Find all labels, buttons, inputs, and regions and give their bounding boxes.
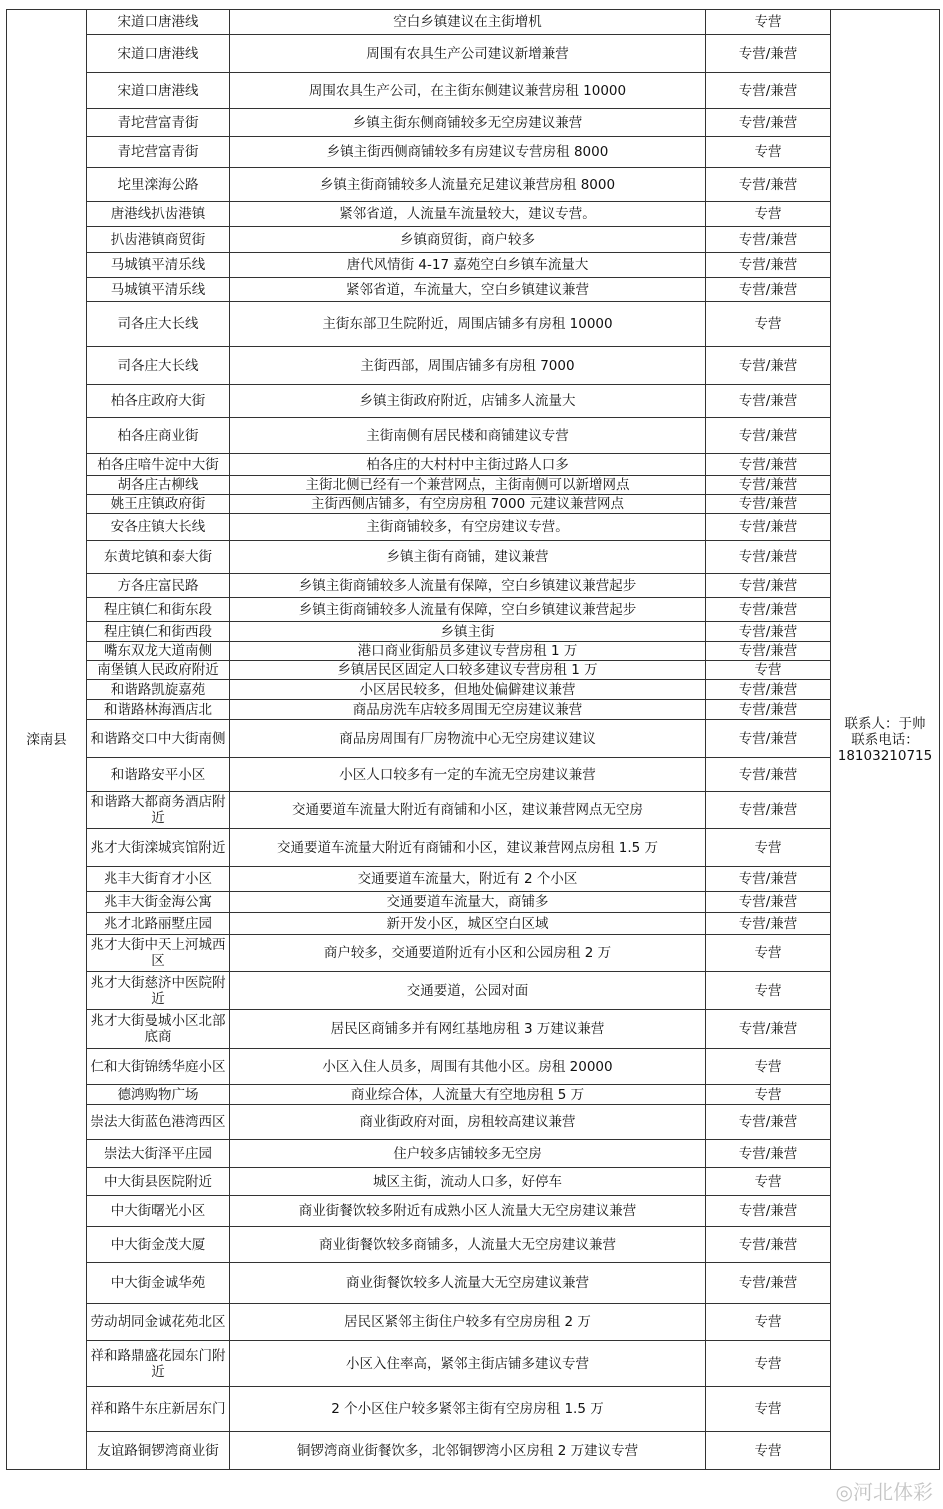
table-row [7,680,940,700]
location-cell: 和谐路凯旋嘉苑 [87,680,230,700]
location-cell: 青坨营富青街 [87,109,230,137]
location-cell: 方各庄富民路 [87,574,230,598]
table-row [7,514,940,541]
type-cell: 专营 [706,1168,831,1196]
location-cell: 兆才北路丽墅庄园 [87,913,230,935]
note-cell: 商业街餐饮较多人流量大无空房建议兼营 [230,1263,706,1304]
location-cell: 祥和路鼎盛花园东门附近 [87,1341,230,1387]
table-row [7,574,940,598]
type-cell: 专营 [706,661,831,680]
note-cell: 小区居民较多，但地处偏僻建议兼营 [230,680,706,700]
type-cell: 专营/兼营 [706,867,831,892]
note-cell: 紧邻省道，人流量车流量较大，建议专营。 [230,202,706,227]
type-cell: 专营 [706,10,831,35]
note-cell: 乡镇主街西侧商铺较多有房建议专营房租 8000 [230,137,706,168]
type-cell: 专营/兼营 [706,700,831,720]
note-cell: 交通要道，公园对面 [230,972,706,1010]
location-cell: 中大街县医院附近 [87,1168,230,1196]
location-cell: 嘴东双龙大道南侧 [87,642,230,661]
location-cell: 柏各庄喑牛淀中大街 [87,454,230,476]
location-cell: 和谐路大都商务酒店附近 [87,792,230,829]
type-cell: 专营/兼营 [706,1227,831,1263]
table-row [7,1387,940,1432]
table-row [7,972,940,1010]
type-cell: 专营 [706,972,831,1010]
table-row [7,495,940,514]
table-row [7,137,940,168]
type-cell: 专营/兼营 [706,73,831,109]
contact-cell [831,10,940,1470]
table-row [7,892,940,913]
type-cell: 专营/兼营 [706,642,831,661]
note-cell: 商品房周围有厂房物流中心无空房建议建议 [230,720,706,758]
table-row [7,1341,940,1387]
table-row [7,385,940,418]
location-cell: 马城镇平清乐线 [87,278,230,302]
table-row [7,1432,940,1470]
type-cell: 专营 [706,935,831,972]
county-cell: 滦南县 [7,10,87,1470]
type-cell: 专营/兼营 [706,347,831,385]
table-row [7,454,940,476]
note-cell: 小区入住人员多，周围有其他小区。房租 20000 [230,1049,706,1085]
note-cell: 唐代风情街 4-17 嘉苑空白乡镇车流量大 [230,253,706,278]
note-cell: 主街西侧店铺多，有空房房租 7000 元建议兼营网点 [230,495,706,514]
type-cell: 专营/兼营 [706,913,831,935]
table-row [7,642,940,661]
location-cell: 兆丰大街育才小区 [87,867,230,892]
type-cell: 专营 [706,1432,831,1470]
note-cell: 主街商铺较多，有空房建议专营。 [230,514,706,541]
table-row [7,10,940,35]
table-row [7,418,940,454]
note-cell: 乡镇居民区固定人口较多建议专营房租 1 万 [230,661,706,680]
table-row [7,700,940,720]
type-cell: 专营/兼营 [706,109,831,137]
table-row [7,661,940,680]
location-cell: 安各庄镇大长线 [87,514,230,541]
note-cell: 住户较多店铺较多无空房 [230,1140,706,1168]
location-cell: 和谐路交口中大街南侧 [87,720,230,758]
location-cell: 司各庄大长线 [87,347,230,385]
note-cell: 乡镇主街有商铺，建议兼营 [230,541,706,574]
table-row [7,109,940,137]
type-cell: 专营 [706,1049,831,1085]
location-cell: 柏各庄商业街 [87,418,230,454]
location-cell: 宋道口唐港线 [87,35,230,73]
type-cell: 专营/兼营 [706,680,831,700]
note-cell: 交通要道车流量大附近有商铺和小区，建议兼营网点无空房 [230,792,706,829]
table-row [7,1140,940,1168]
contact-person: 联系人：于帅 [844,715,926,732]
location-cell: 青坨营富青街 [87,137,230,168]
location-cell: 崇法大街蓝色港湾西区 [87,1105,230,1140]
table-row [7,202,940,227]
table-row [7,253,940,278]
location-cell: 友谊路铜锣湾商业街 [87,1432,230,1470]
note-cell: 商业街餐饮较多附近有成熟小区人流量大无空房建议兼营 [230,1196,706,1227]
site-table [6,9,940,1470]
note-cell: 主街东部卫生院附近，周围店铺多有房租 10000 [230,302,706,347]
note-cell: 乡镇主街商铺较多人流量有保障，空白乡镇建议兼营起步 [230,574,706,598]
note-cell: 乡镇商贸街，商户较多 [230,227,706,253]
location-cell: 祥和路牛东庄新居东门 [87,1387,230,1432]
location-cell: 马城镇平清乐线 [87,253,230,278]
location-cell: 司各庄大长线 [87,302,230,347]
type-cell: 专营/兼营 [706,253,831,278]
type-cell: 专营 [706,202,831,227]
table-row [7,1196,940,1227]
type-cell: 专营/兼营 [706,1140,831,1168]
location-cell: 仁和大街锦绣华庭小区 [87,1049,230,1085]
table-row [7,1010,940,1049]
contact-phone-label: 联系电话： [851,731,919,748]
note-cell: 乡镇主街商铺较多人流量充足建议兼营房租 8000 [230,168,706,202]
type-cell: 专营/兼营 [706,622,831,642]
location-cell: 东黄坨镇和泰大街 [87,541,230,574]
location-cell: 中大街曙光小区 [87,1196,230,1227]
table-row [7,35,940,73]
table-row [7,867,940,892]
location-cell: 劳动胡同金诚花苑北区 [87,1304,230,1341]
type-cell: 专营/兼营 [706,758,831,792]
location-cell: 宋道口唐港线 [87,10,230,35]
note-cell: 铜锣湾商业街餐饮多，北邻铜锣湾小区房租 2 万建议专营 [230,1432,706,1470]
note-cell: 2 个小区住户较多紧邻主街有空房房租 1.5 万 [230,1387,706,1432]
type-cell: 专营/兼营 [706,1010,831,1049]
type-cell: 专营 [706,1387,831,1432]
type-cell: 专营/兼营 [706,720,831,758]
type-cell: 专营/兼营 [706,1263,831,1304]
location-cell: 姚王庄镇政府街 [87,495,230,514]
location-cell: 扒齿港镇商贸街 [87,227,230,253]
type-cell: 专营/兼营 [706,574,831,598]
type-cell: 专营/兼营 [706,1105,831,1140]
type-cell: 专营 [706,137,831,168]
note-cell: 交通要道车流量大附近有商铺和小区，建议兼营网点房租 1.5 万 [230,829,706,867]
note-cell: 商业街餐饮较多商铺多，人流量大无空房建议兼营 [230,1227,706,1263]
table-row [7,792,940,829]
note-cell: 居民区紧邻主街住户较多有空房房租 2 万 [230,1304,706,1341]
location-cell: 兆才大街滦城宾馆附近 [87,829,230,867]
location-cell: 兆才大街中天上河城西区 [87,935,230,972]
type-cell: 专营/兼营 [706,168,831,202]
type-cell: 专营/兼营 [706,385,831,418]
site-table-body [7,10,940,1470]
table-row [7,347,940,385]
note-cell: 城区主街，流动人口多，好停车 [230,1168,706,1196]
table-row [7,758,940,792]
table-row [7,541,940,574]
watermark: ◎河北体彩 [835,1480,933,1504]
table-row [7,1085,940,1105]
type-cell: 专营/兼营 [706,495,831,514]
table-row [7,73,940,109]
note-cell: 商品房洗车店较多周围无空房建议兼营 [230,700,706,720]
location-cell: 胡各庄古柳线 [87,476,230,495]
table-row [7,1168,940,1196]
table-row [7,1227,940,1263]
note-cell: 主街西部，周围店铺多有房租 7000 [230,347,706,385]
type-cell: 专营/兼营 [706,514,831,541]
note-cell: 空白乡镇建议在主街增机 [230,10,706,35]
type-cell: 专营 [706,1304,831,1341]
location-cell: 兆才大街曼城小区北部底商 [87,1010,230,1049]
note-cell: 主街南侧有居民楼和商铺建议专营 [230,418,706,454]
table-row [7,476,940,495]
note-cell: 交通要道车流量大，商铺多 [230,892,706,913]
location-cell: 和谐路林海酒店北 [87,700,230,720]
type-cell: 专营/兼营 [706,35,831,73]
note-cell: 周围农具生产公司，在主街东侧建议兼营房租 10000 [230,73,706,109]
note-cell: 居民区商铺多并有网红基地房租 3 万建议兼营 [230,1010,706,1049]
contact-phone: 18103210715 [837,747,933,764]
location-cell: 德鸿购物广场 [87,1085,230,1105]
location-cell: 中大街金诚华苑 [87,1263,230,1304]
table-row [7,913,940,935]
table-row [7,227,940,253]
table-row [7,598,940,622]
note-cell: 小区入住率高，紧邻主街店铺多建议专营 [230,1341,706,1387]
type-cell: 专营 [706,829,831,867]
type-cell: 专营 [706,1085,831,1105]
table-row [7,1304,940,1341]
location-cell: 和谐路安平小区 [87,758,230,792]
location-cell: 坨里滦海公路 [87,168,230,202]
type-cell: 专营/兼营 [706,278,831,302]
location-cell: 崇法大街泽平庄园 [87,1140,230,1168]
note-cell: 乡镇主街 [230,622,706,642]
note-cell: 小区人口较多有一定的车流无空房建议兼营 [230,758,706,792]
type-cell: 专营 [706,302,831,347]
table-row [7,278,940,302]
note-cell: 柏各庄的大村村中主街过路人口多 [230,454,706,476]
location-cell: 宋道口唐港线 [87,73,230,109]
location-cell: 唐港线扒齿港镇 [87,202,230,227]
note-cell: 乡镇主街政府附近，店铺多人流量大 [230,385,706,418]
note-cell: 乡镇主街商铺较多人流量有保障，空白乡镇建议兼营起步 [230,598,706,622]
table-row [7,829,940,867]
location-cell: 柏各庄政府大街 [87,385,230,418]
table-row [7,720,940,758]
table-row [7,935,940,972]
location-cell: 兆才大街慈济中医院附近 [87,972,230,1010]
type-cell: 专营/兼营 [706,598,831,622]
location-cell: 程庄镇仁和街东段 [87,598,230,622]
note-cell: 商户较多，交通要道附近有小区和公园房租 2 万 [230,935,706,972]
type-cell: 专营/兼营 [706,1196,831,1227]
location-cell: 程庄镇仁和街西段 [87,622,230,642]
type-cell: 专营/兼营 [706,454,831,476]
table-row [7,168,940,202]
table-row [7,622,940,642]
type-cell: 专营/兼营 [706,792,831,829]
type-cell: 专营/兼营 [706,227,831,253]
note-cell: 新开发小区，城区空白区域 [230,913,706,935]
type-cell: 专营/兼营 [706,541,831,574]
table-row [7,1263,940,1304]
table-row [7,302,940,347]
type-cell: 专营/兼营 [706,418,831,454]
note-cell: 港口商业街船员多建议专营房租 1 万 [230,642,706,661]
table-row [7,1049,940,1085]
type-cell: 专营 [706,1341,831,1387]
type-cell: 专营/兼营 [706,892,831,913]
location-cell: 兆丰大街金海公寓 [87,892,230,913]
location-cell: 南堡镇人民政府附近 [87,661,230,680]
table-row [7,1105,940,1140]
note-cell: 主街北侧已经有一个兼营网点，主街南侧可以新增网点 [230,476,706,495]
note-cell: 交通要道车流量大，附近有 2 个小区 [230,867,706,892]
note-cell: 商业街政府对面，房租较高建议兼营 [230,1105,706,1140]
note-cell: 周围有农具生产公司建议新增兼营 [230,35,706,73]
note-cell: 紧邻省道，车流量大，空白乡镇建议兼营 [230,278,706,302]
type-cell: 专营/兼营 [706,476,831,495]
note-cell: 商业综合体，人流量大有空地房租 5 万 [230,1085,706,1105]
note-cell: 乡镇主街东侧商铺较多无空房建议兼营 [230,109,706,137]
location-cell: 中大街金茂大厦 [87,1227,230,1263]
